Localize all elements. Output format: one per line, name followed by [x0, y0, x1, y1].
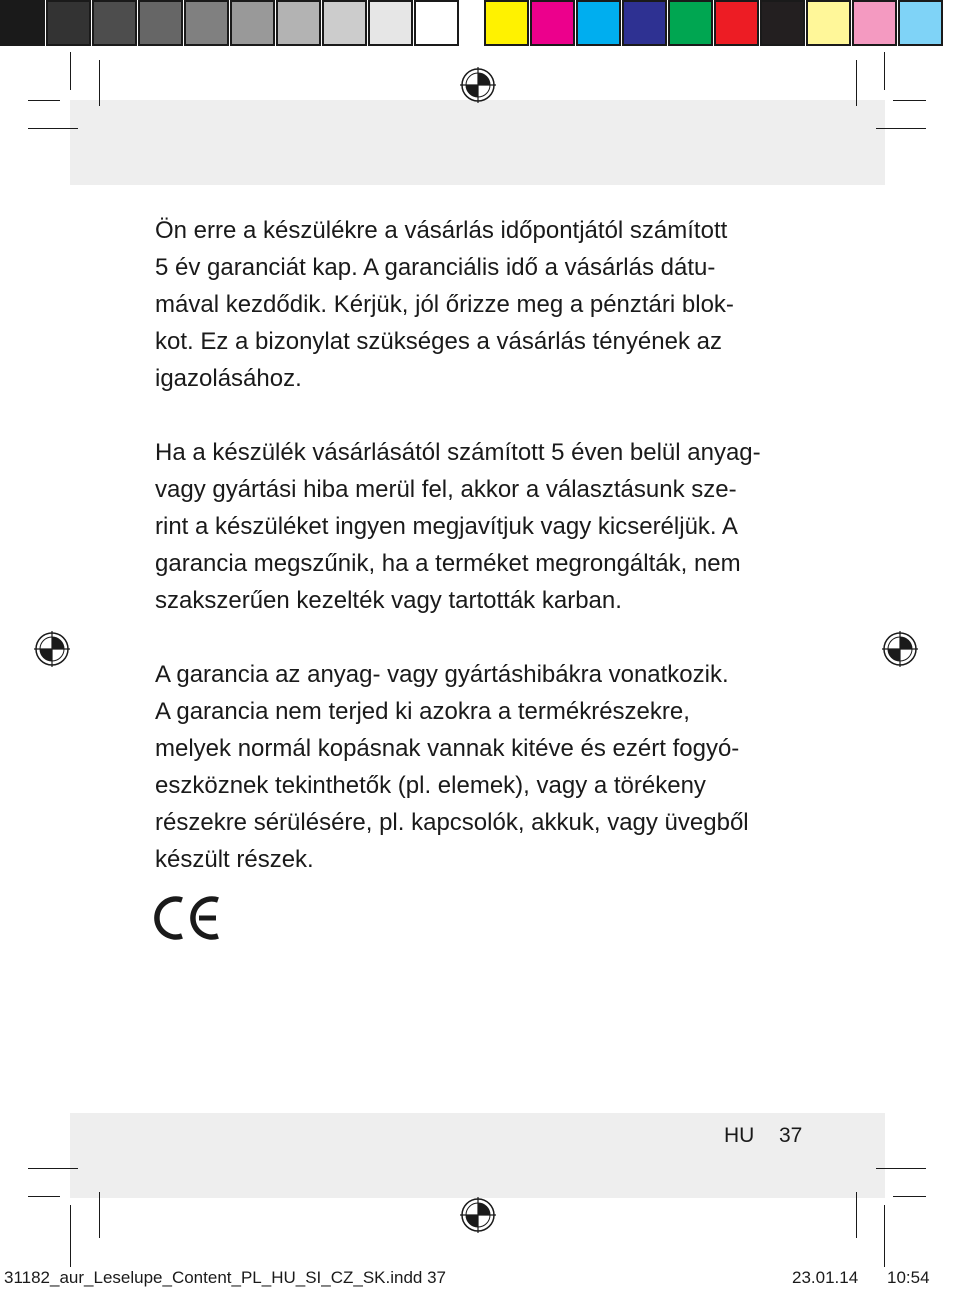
gray-swatch — [368, 0, 413, 46]
crop-mark — [893, 100, 926, 101]
language-code: HU — [724, 1124, 755, 1147]
page-number: 37 — [779, 1124, 803, 1147]
registration-mark-icon — [460, 67, 496, 103]
color-swatch — [622, 0, 667, 46]
color-swatch — [760, 0, 805, 46]
crop-mark — [876, 1168, 926, 1169]
color-swatch — [898, 0, 943, 46]
gray-swatch — [138, 0, 183, 46]
crop-mark — [856, 60, 857, 106]
crop-mark — [70, 52, 71, 90]
color-calibration-bar — [484, 0, 944, 50]
color-swatch — [806, 0, 851, 46]
gray-swatch — [276, 0, 321, 46]
gray-swatch — [92, 0, 137, 46]
crop-mark — [28, 1196, 60, 1197]
color-swatch — [852, 0, 897, 46]
color-swatch — [530, 0, 575, 46]
slug-date: 23.01.14 — [792, 1268, 859, 1287]
warranty-text — [155, 212, 795, 915]
slug-time: 10:54 — [887, 1268, 930, 1287]
crop-mark — [884, 52, 885, 90]
crop-mark — [28, 128, 78, 129]
crop-mark — [893, 1196, 926, 1197]
color-swatch — [668, 0, 713, 46]
gray-swatch — [184, 0, 229, 46]
slug-filename: 31182_aur_Leselupe_Content_PL_HU_SI_CZ_SK.indd 37 — [4, 1268, 447, 1287]
crop-mark — [99, 1192, 100, 1238]
paragraph-warranty-repair: Ha a készülék vásárlásától számított 5 éven belül anyag- vagy gyártási hiba merül fel, akkor a választásunk sze- rint a készüléket ingyen megjavítjuk vagy kicseréljük. A garancia megszűnik, ha a terméket megrongálták, nem szakszerűen kezelték vagy tartották karban. — [155, 439, 761, 614]
gray-swatch — [230, 0, 275, 46]
gray-swatch — [46, 0, 91, 46]
header-band — [70, 100, 885, 185]
ce-mark-icon — [152, 895, 224, 941]
gray-swatch — [322, 0, 367, 46]
crop-mark — [856, 1192, 857, 1238]
crop-mark — [99, 60, 100, 106]
crop-mark — [70, 1205, 71, 1267]
registration-mark-icon — [460, 1197, 496, 1233]
crop-mark — [884, 1205, 885, 1267]
gray-swatch — [0, 0, 45, 46]
gray-calibration-bar — [0, 0, 460, 50]
color-swatch — [576, 0, 621, 46]
registration-mark-icon — [34, 631, 70, 667]
paragraph-warranty-scope: A garancia az anyag- vagy gyártáshibákra vonatkozik. A garancia nem terjed ki azokra a termékrészekre, melyek normál kopásnak vannak kitéve és ezért fogyó- eszköznek tekinthetők (pl. elemek), vagy a törékeny részekre sérülésére, pl. kapcsolók, akkuk, vagy üvegből készült részek. — [155, 661, 749, 873]
footer-band — [70, 1113, 885, 1198]
gray-swatch — [414, 0, 459, 46]
crop-mark — [28, 1168, 78, 1169]
paragraph-warranty-period: Ön erre a készülékre a vásárlás időpontjától számított 5 év garanciát kap. A garanciális idő a vásárlás dátu- mával kezdődik. Kérjük, jól őrizze meg a pénztári blok- kot. Ez a bizonylat szükséges a vásárlás tényének az igazolásához. — [155, 217, 734, 392]
crop-mark — [876, 128, 926, 129]
registration-mark-icon — [882, 631, 918, 667]
color-swatch — [484, 0, 529, 46]
color-swatch — [714, 0, 759, 46]
crop-mark — [28, 100, 60, 101]
